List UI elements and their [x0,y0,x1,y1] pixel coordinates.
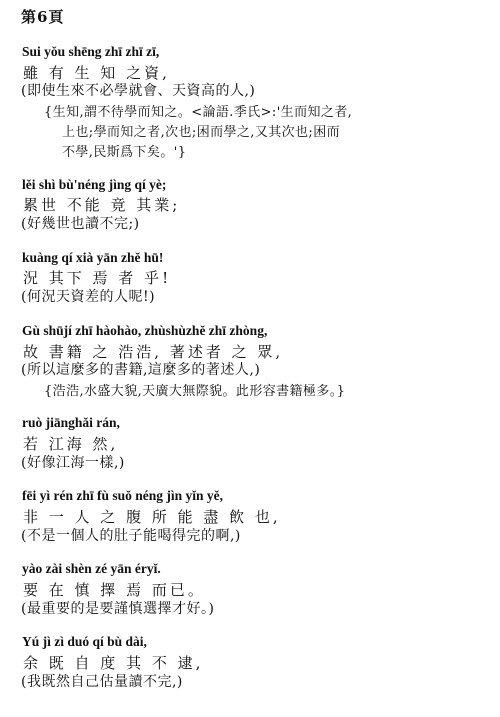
translation-line: (即使生來不必學就會、天資高的人,) [21,83,256,99]
hanzi-line: 故 書籍 之 浩浩, 著述者 之 眾, [23,343,284,361]
annotation-line: {浩浩,水盛大貌,天廣大無際貌。此形容書籍極多。} [44,384,346,399]
page-number: 第6頁 [21,8,65,26]
hanzi-line: 若 江海 然, [23,435,119,453]
pinyin-line: fēi yì rén zhī fù suǒ néng jìn yǐn yě, [22,488,224,503]
hanzi-line: 要 在 慎 擇 焉 而已。 [23,581,206,599]
hanzi-line: 況 其下 焉 者 乎! [23,269,172,287]
translation-line: (所以這麼多的書籍,這麼多的著述人,) [21,362,261,378]
pinyin-line: kuàng qí xià yān zhě hū! [22,250,164,265]
hanzi-line: 雖 有 生 知 之資, [23,64,170,82]
pinyin-line: yào zài shèn zé yān éryǐ. [22,561,161,576]
translation-line: (何況天資差的人呢!) [21,289,156,305]
hanzi-line: 余 既 自 度 其 不 逮, [23,654,204,672]
pinyin-line: Yú jì zì duó qí bù dài, [22,634,147,649]
pinyin-line: Gù shūjí zhī hàohào, zhùshùzhě zhī zhòng, [22,323,268,338]
translation-line: (我既然自己估量讀不完,) [21,674,183,690]
annotation-line: 不學,民斯爲下矣。'} [62,145,187,160]
translation-line: (最重要的是要謹慎選擇才好。) [21,601,215,617]
translation-line: (不是一個人的肚子能喝得完的啊,) [21,528,241,544]
hanzi-line: 累世 不能 竟 其業; [23,196,181,214]
annotation-line: {生知,謂不待學而知之。<論語.季氏>:'生而知之者, [44,105,353,120]
pinyin-line: Sui yǒu shēng zhī zhī zī, [22,44,160,59]
pinyin-line: lěi shì bù'néng jìng qí yè; [22,177,167,192]
pinyin-line: ruò jiānghǎi rán, [22,415,120,430]
translation-line: (好像江海一樣,) [21,455,125,471]
translation-line: (好幾世也讀不完;) [21,216,140,232]
annotation-line: 上也;學而知之者,次也;困而學之,又其次也;困而 [62,125,341,140]
hanzi-line: 非 一 人 之 腹 所 能 盡 飲 也, [23,508,281,526]
